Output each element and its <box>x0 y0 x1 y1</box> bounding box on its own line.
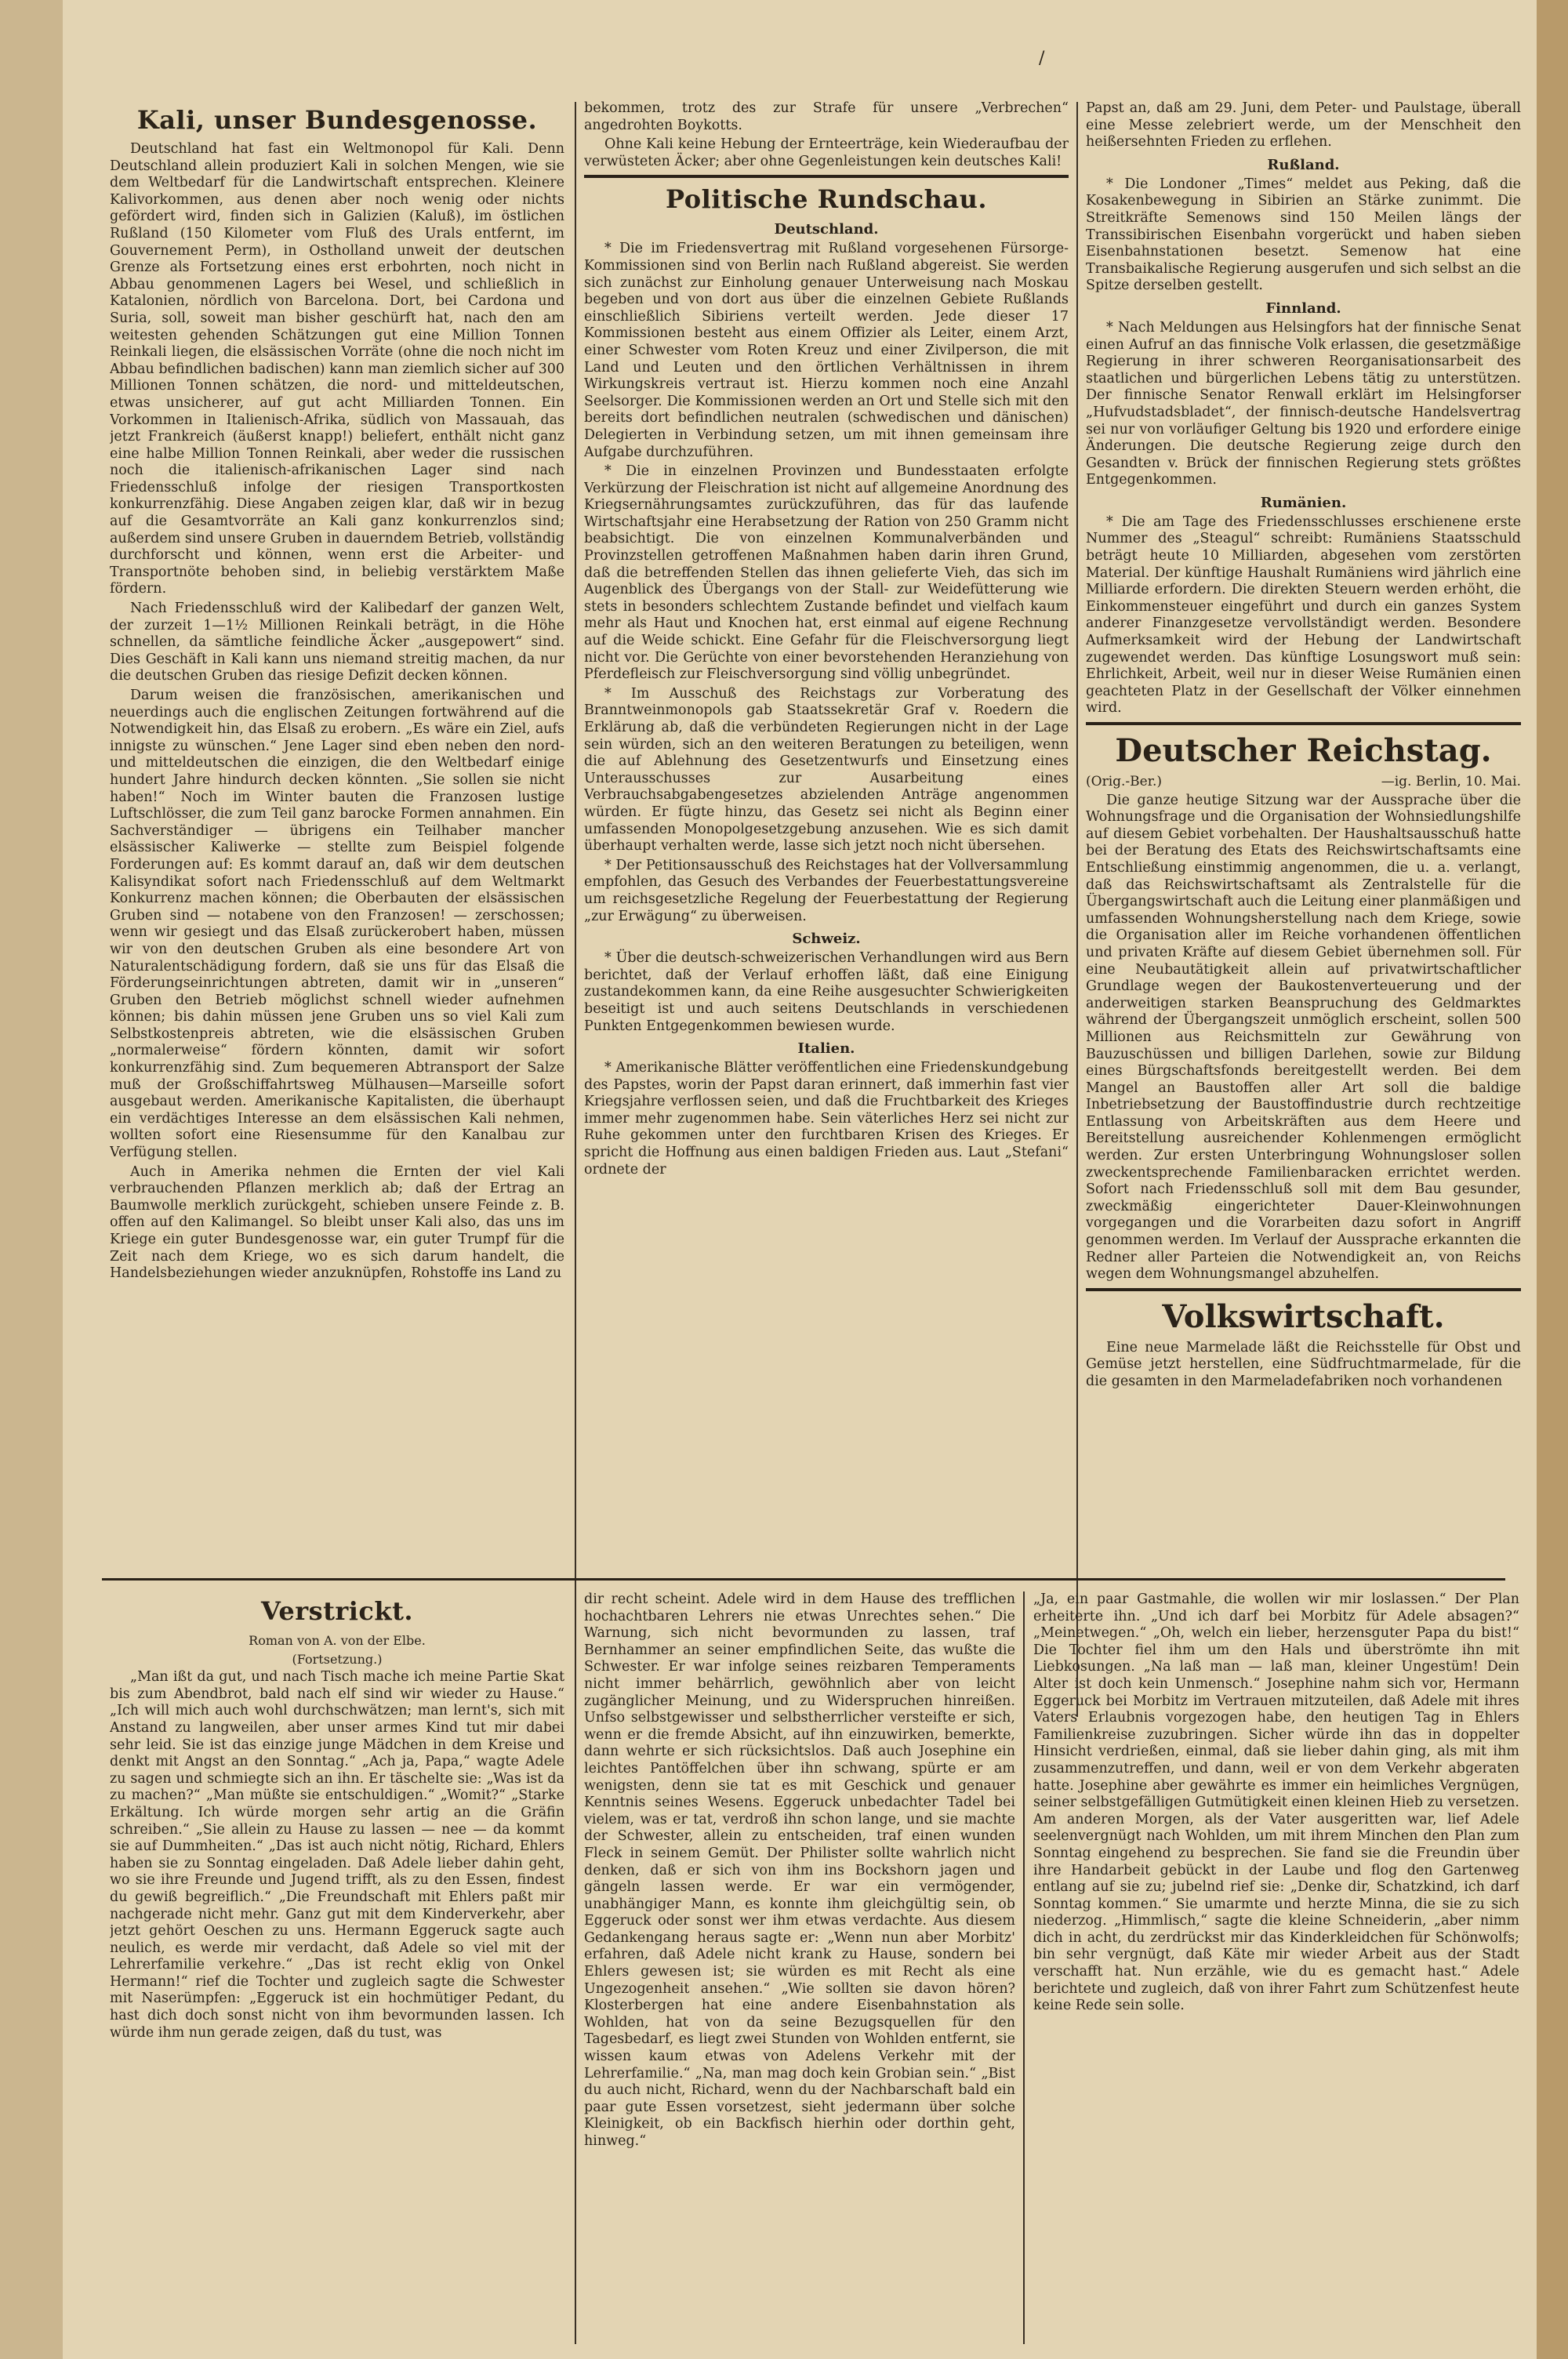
column-divider <box>575 102 576 1717</box>
paragraph: * Nach Meldungen aus Helsingfors hat der finnische Senat einen Aufruf an das finnische Volk erlassen, die gesetzmäßige Regierung in ihrer schweren Reorganisationsarbeit des staatlichen und bürgerlichen Lebens tätig zu unterstützen. Der finnische Senator Renwall erklärt im Helsingforser „Hufvudstadsbladet“, der finnisch-deutsche Handelsvertrag sei nur von vorläufiger Geltung bis 1920 und erfordere einige Änderungen. Die deutsche Regierung zeige durch den Gesandten v. Brück der finnischen Regierung stets größtes Entgegenkommen. <box>1086 319 1521 488</box>
subheading-deutschland: Deutschland. <box>774 221 879 238</box>
paragraph: Die ganze heutige Sitzung war der Aussprache über die Wohnungsfrage und die Organisation der Wohnsiedlungshilfe auf diesem Gebiet vorbehalten. Der Haushaltsausschuß hatte bei der Beratung des Etats des Reichswirtschaftsamts eine Entschließung einstimmig angenommen, die u. a. verlangt, daß das Reichswirtschaftsamt als Zentralstelle für die Übergangswirtschaft auch die Leitung einer planmäßigen und umfassenden Wohnungsherstellung nach dem Kriege, sowie die Organisation aller im Reiche vorhandenen öffentlichen und privaten Kräfte auf diesem Gebiet übernehmen soll. Für eine Neubautätigkeit allein auf privatwirtschaftlicher Grundlage wegen der Baukostenverteuerung und der anderweitigen starken Beanspruchung des Geldmarktes während der Übergangszeit unmöglich erscheint, sollen 500 Millionen aus Reichsmitteln zur Gewährung von Bauzuschüssen und billigen Darlehen, sowie zur Bildung eines Bürgschaftsfonds bereitgestellt werden. Bei dem Mangel an Baustoffen aller Art soll die baldige Inbetriebsetzung der Baustoffindustrie durch rechtzeitige Entlassung von Arbeitskräften aus dem Heere und Bereitstellung ausreichender Kohlenmengen ermöglicht werden. Zur ersten Unterbringung Wohnungsloser sollen zweckentsprechende Familienbaracken errichtet werden. Sofort nach Friedensschluß soll mit dem Bau gesunder, zweckmäßig eingerichteter Dauer-Kleinwohnungen vorgegangen und die Vorarbeiten dazu sofort in Angriff genommen werden. Im Verlauf der Aussprache erkannten die Redner aller Parteien die Notwendigkeit an, von Reichs wegen dem Wohnungsmangel abzuhelfen. <box>1086 792 1521 1283</box>
paragraph: Nach Friedensschluß wird der Kalibedarf der ganzen Welt, der zurzeit 1—1½ Millionen Reinkali beträgt, in die Höhe schnellen, da sämtliche feindliche Äcker „ausgepowert“ sind. Dies Geschäft in Kali kann uns niemand streitig machen, da nur die deutschen Gruben das riesige Defizit decken können. <box>110 601 564 684</box>
feuilleton-rule <box>102 1578 1505 1581</box>
dateline-place-date: —ig. Berlin, 10. Mai. <box>1381 774 1521 789</box>
binding-spine <box>0 0 63 2359</box>
subheading-russland: Rußland. <box>1267 156 1340 173</box>
paragraph: Auch in Amerika nehmen die Ernten der viel Kali verbrauchenden Pflanzen merklich ab; daß der Ertrag an Baumwolle merklich zurückgeht, schieben unsere Feinde z. B. offen auf den Kalimangel. So bleibt unser Kali also, das uns im Kriege ein guter Bundesgenosse war, ein guter Trumpf für die Zeit nach dem Kriege, wo es sich darum handelt, die Handelsbeziehungen wieder anzuknüpfen, Rohstoffe ins Land zu <box>110 1163 564 1282</box>
page-edge <box>1537 0 1568 2359</box>
paragraph: Ohne Kali keine Hebung der Ernteerträge, kein Wiederaufbau der verwüsteten Äcker; aber ohne Gegenleistungen kein deutsches Kali! <box>584 136 1069 169</box>
paragraph: * Die Londoner „Times“ meldet aus Peking, daß die Kosakenbewegung in Sibirien an Stärke zunimmt. Die Streitkräfte Semenows sind 150 Meilen längs der Transsibirischen Eisenbahn vorgerückt und haben sieben Eisenbahnstationen besetzt. Semenow hat eine Transbaikalische Regierung ausgerufen und sich selbst an die Spitze derselben gestellt. <box>1086 176 1521 294</box>
continuation-note: (Fortsetzung.) <box>292 1651 383 1667</box>
paragraph: * Der Petitionsausschuß des Reichstages hat der Vollversammlung empfohlen, das Gesuch des Verbandes der Feuerbestattungsvereine um reichsgesetzliche Regelung der Feuerbestattung der Regierung „zur Erwägung“ zu überweisen. <box>584 857 1069 924</box>
pencil-mark: / <box>1039 49 1045 68</box>
paragraph: „Man ißt da gut, und nach Tisch mache ich meine Partie Skat bis zum Abendbrot, bald nach elf sind wir wieder zu Hause.“ „Ich will mich auch wohl durchschwätzen; man lernt's, sich mit Anstand zu langweilen, aber unser armes Kind tut mir dabei sehr leid. Sie ist das einzige junge Mädchen in dem Kreise und denkt mit Angst an den Sonntag.“ „Ach ja, Papa,“ wagte Adele zu sagen und schmiegte sich an ihn. Er täschelte sie: „Was ist da zu machen?“ „Man müßte sie entschuldigen.“ „Womit?“ „Starke Erkältung. Ich würde morgen sehr artig an die Gräfin schreiben.“ „Sie allein zu Hause zu lassen — nee — da kommt sie auf Dummheiten.“ „Das ist auch nicht nötig, Richard, Ehlers haben sie zu Sonntag eingeladen. Daß Adele lieber dahin geht, wo sie ihre Freunde und Jugend trifft, als zu den Essen, findest du gewiß begreiflich.“ „Die Freundschaft mit Ehlers paßt mir nachgerade nicht mehr. Ganz gut mit dem Kinderverkehr, aber jetzt gehört Oeschen zu uns. Hermann Eggeruck sagte auch neulich, es werde mir verdacht, daß Adele so viel mit der Lehrerfamilie verkehre.“ „Das ist recht eklig von Onkel Hermann!“ rief die Tochter und zugleich sagte die Schwester mit Naserümpfen: „Eggeruck ist ein hochmütiger Pedant, du hast dich doch sonst nicht von ihm bevormunden lassen. Ich würde ihm nun gerade zeigen, daß du tust, was <box>110 1669 564 2041</box>
column-2 <box>584 100 1069 1574</box>
subheading-rumaenien: Rumänien. <box>1260 494 1347 511</box>
paragraph: * Amerikanische Blätter veröffentlichen eine Friedenskundgebung des Papstes, worin der Papst daran erinnert, daß immerhin fast vier Kriegsjahre verflossen seien, und daß die Fruchtbarkeit des Krieges immer mehr zugenommen habe. Sein väterliches Herz sei nicht zur Ruhe gekommen unter den furchtbaren Krisen des Krieges. Er spricht die Hoffnung aus einen baldigen Frieden aus. Laut „Stefani“ ordnete der <box>584 1060 1069 1178</box>
section-rule <box>1086 722 1521 725</box>
subheading-schweiz: Schweiz. <box>792 931 861 948</box>
column-divider <box>1023 1591 1025 2344</box>
paragraph: * Die im Friedensvertrag mit Rußland vorgesehenen Fürsorge-Kommissionen sind von Berlin nach Rußland abgereist. Sie werden sich zunächst zur Einholung genauer Unterweisung nach Moskau begeben und von dort aus über die einzelnen Gebiete Rußlands einschließlich Sibiriens verteilt werden. Jede dieser 17 Kommissionen besteht aus einem Offizier als Leiter, einem Arzt, einer Schwester vom Roten Kreuz und einer Zivilperson, die mit Land und Leuten und den örtlichen Verhältnissen in ihrem Wirkungskreis vertraut ist. Hierzu kommen noch eine Anzahl Seelsorger. Die Kommissionen werden an Ort und Stelle sich mit den bereits dort befindlichen neutralen (schwedischen und dänischen) Delegierten in Verbindung setzen, um mit ihnen gemeinsam ihre Aufgabe durchzuführen. <box>584 241 1069 460</box>
subheading-finnland: Finnland. <box>1265 299 1341 317</box>
paragraph: bekommen, trotz des zur Strafe für unsere „Verbrechen“ angedrohten Boykotts. <box>584 100 1069 133</box>
paragraph: dir recht scheint. Adele wird in dem Hause des trefflichen hochachtbaren Lehrers nie etwas Unrechtes sehen.“ Die Warnung, sich nicht bevormunden zu lassen, traf Bernhammer an seiner empfindlichen Seite, das wußte die Schwester. Er war infolge seines reizbaren Temperaments nicht immer behärrlich, gewöhnlich aber von leicht zugänglicher Meinung, und zu Widerspruchen hinreißen. Unfso selbstgewisser und selbstherrlicher versteifte er sich, wenn er die fremde Absicht, auf ihn einzuwirken, bemerkte, dann wehrte er sich rücksichtslos. Daß auch Josephine ein leichtes Pantöffelchen über ihn schwang, spürte er am wenigsten, denn sie tat es mit Geschick und genauer Kenntnis seines Wesens. Eggeruck unbedachter Tadel bei vielem, was er tat, verdroß ihn schon lange, und sie machte der Schwester, allein zu entscheiden, traf einen wunden Fleck in seinem Gemüt. Der Philister sollte wahrlich nicht denken, daß er sich von ihm ins Bockshorn jagen und gängeln lassen werde. Er war ein vermögender, unabhängiger Mann, es konnte ihm gleichgültig sein, ob Eggeruck oder sonst wer ihm etwas verdachte. Aus diesem Gedankengang heraus sagte er: „Wenn nun aber Morbitz' erfahren, daß Adele nicht krank zu Hause, sondern bei Ehlers gewesen ist; sie würden es mit Recht als eine Ungezogenheit ansehen.“ „Wie sollten sie davon hören? Klosterbergen hat eine andere Eisenbahnstation als Wohlden, hat von da seine Bezugsquellen für den Tagesbedarf, es liegt zwei Stunden von Wohlden entfernt, sie wissen kaum etwas von Adelens Verkehr mit der Lehrerfamilie.“ „Na, man mag doch kein Grobian sein.“ „Bist du auch nicht, Richard, wenn du der Nachbarschaft bald ein paar gute Essen vorsetzest, sieht jedermann über solche Kleinigkeit, ob ein Backfisch hierhin oder dorthin geht, hinweg.“ <box>584 1591 1015 2149</box>
column-divider <box>1076 102 1078 1717</box>
paragraph: * Über die deutsch-schweizerischen Verhandlungen wird aus Bern berichtet, daß der Verlauf erhoffen läßt, daß eine Einigung zustandekommen kann, da eine Reihe ausgesuchter Schwierigkeiten beseitigt ist und auch seitens Deutschlands in verschiedenen Punkten Entgegenkommen bewiesen wurde. <box>584 950 1069 1034</box>
column-divider <box>575 1591 576 2344</box>
novel-byline: Roman von A. von der Elbe. <box>249 1633 426 1648</box>
section-rule <box>1086 1288 1521 1291</box>
column-3 <box>1086 100 1521 1574</box>
article-title-kali: Kali, unser Bundesgenosse. <box>136 105 538 135</box>
feuilleton-column-1 <box>110 1591 564 2344</box>
section-title-reichstag: Deutscher Reichstag. <box>1115 732 1492 769</box>
feuilleton-column-2 <box>584 1591 1015 2344</box>
dateline <box>1086 774 1521 791</box>
paragraph: Darum weisen die französischen, amerikanischen und neuerdings auch die englischen Zeitungen fortwährend auf die Notwendigkeit hin, das Elsaß zu erobern. „Es wäre ein Ziel, aufs innigste zu wünschen.“ Jene Lager sind eben neben den nord- und mitteldeutschen die einzigen, die den Weltbedarf einige hundert Jahre hindurch decken könnten. „Sie sollen sie nicht haben!“ Noch im Winter bauten die Franzosen lustige Luftschlösser, die zum Teil ganz barocke Formen annahmen. Ein Sachverständiger — übrigens ein Teilhaber mancher elsässischer Kaliwerke — stellte zum Beispiel folgende Forderungen auf: Es kommt darauf an, daß wir dem deutschen Kalisyndikat sofort nach Friedensschluß auf dem Weltmarkt Konkurrenz machen können; die Oberbauten der elsässischen Gruben sind — notabene von den Franzosen! — zerschossen; wenn wir gesiegt und das Elsaß zurückerobert haben, müssen wir von den deutschen Gruben als eine besondere Art von Naturalentschädigung fordern, daß sie uns für das Elsaß die Förderungseinrichtungen abtreten, damit wir in „unseren“ Gruben den Betrieb möglichst schnell wieder aufnehmen können; bis dahin müssen jene Gruben uns so viel Kali zum Selbstkostenpreis abtreten, wie die elsässischen Gruben „normalerweise“ fördern könnten, damit wir sofort konkurrenzfähig sind. Zum bequemeren Abtransport der Salze muß der Großschiffahrtsweg Mülhausen—Marseille sofort ausgebaut werden. Amerikanische Kapitalisten, die überhaupt ein verdächtiges Interesse an dem elsässischen Kali nehmen, wollten sofort eine Riesensumme für den Kanalbau zur Verfügung stellen. <box>110 688 564 1161</box>
column-1 <box>110 100 564 1574</box>
section-title-politische-rundschau: Politische Rundschau. <box>666 184 987 215</box>
paragraph: „Ja, ein paar Gastmahle, die wollen wir mir loslassen.“ Der Plan erheiterte ihn. „Und ich darf bei Morbitz für Adele absagen?“ „Meinetwegen.“ „Oh, welch ein lieber, herzensguter Papa du bist!“ Die Tochter fiel ihm um den Hals und überströmte ihn mit Liebkosungen. „Na laß man — laß man, kleiner Ungestüm! Dein Alter ist doch kein Unmensch.“ Josephine nahm sich vor, Hermann Eggeruck bei Morbitz im Vertrauen mitzuteilen, daß Adele mit ihres Vaters Erlaubnis vorgezogen habe, den heutigen Tag in Ehlers Familienkreise zuzubringen. Sicher würde ihn das in doppelter Hinsicht verdrießen, einmal, daß sie lieber dahin ging, als mit ihm zusammenzutreffen, und dann, weil er von dem Verkehr abgeraten hatte. Josephine aber gewährte es immer ein heimliches Vergnügen, seiner selbstgefälligen Gutmütigkeit einen kleinen Hieb zu versetzen. Am anderen Morgen, als der Vater ausgeritten war, lief Adele seelenvergnügt nach Wohlden, um mit ihrem Minchen den Plan zum Sonntag eingehend zu besprechen. Sie fand sie die Freundin über ihre Handarbeit gebückt in der Laube und flog den Gartenweg entlang auf sie zu; jubelnd rief sie: „Denke dir, Schatzkind, ich darf Sonntag kommen.“ Sie umarmte und herzte Minna, die sie zu sich niederzog. „Himmlisch,“ sagte die kleine Schneiderin, „aber nimm dich in acht, du zerdrückst mir das Kinderkleidchen für Schönwolfs; bin sehr vergnügt, daß Käte mir wieder Arbeit aus der Stadt verschafft hat. Nun erzähle, wie du es gemacht hast.“ Adele berichtete und zugleich, daß von ihrer Fahrt zum Schützenfest heute keine Rede sein solle. <box>1033 1591 1519 2014</box>
paragraph: * Im Ausschuß des Reichstags zur Vorberatung des Branntweinmonopols gab Staatssekretär Graf v. Roedern die Erklärung ab, daß die verbündeten Regierungen nicht in der Lage sein würden, sich an den weiteren Beratungen zu beteiligen, wenn die auf Ablehnung des Gesetzentwurfs und Einsetzung eines Unterausschusses zur Ausarbeitung eines Verbrauchsabgabengesetzes abzielenden Anträge angenommen würden. Er fügte hinzu, das Gesetz sei nicht als Beginn einer umfassenden Monopolgesetzgebung anzusehen. Wie es sich damit überhaupt verhalten werde, lasse sich jetzt noch nicht übersehen. <box>584 685 1069 855</box>
paragraph: * Die am Tage des Friedensschlusses erschienene erste Nummer des „Steagul“ schreibt: Rumäniens Staatsschuld beträgt heute 10 Milliarden, abgesehen vom zerstörten Material. Der künftige Haushalt Rumäniens wird jährlich eine Milliarde erfordern. Die direkten Steuern werden erhöht, die Einkommensteuer eingeführt und durch ein ganzes System anderer Finanzgesetze vervollständigt werden. Besondere Aufmerksamkeit wird der Hebung der Landwirtschaft zugewendet werden. Das künftige Losungswort muß sein: Ehrlichkeit, Arbeit, weil nur in dieser Weise Rumänien einen geachteten Platz in der Gesellschaft der Völker einnehmen wird. <box>1086 514 1521 717</box>
section-title-volkswirtschaft: Volkswirtschaft. <box>1162 1297 1445 1335</box>
dateline-source: (Orig.-Ber.) <box>1086 774 1163 789</box>
paragraph: * Die in einzelnen Provinzen und Bundesstaaten erfolgte Verkürzung der Fleischration ist nicht auf allgemeine Anordnung des Kriegsernährungsamtes zurückzuführen, das für das laufende Wirtschaftsjahr eine Herabsetzung der Ration von 250 Gramm nicht beabsichtigt. Die von einzelnen Kommunalverbänden und Provinzstellen getroffenen Maßnahmen haben darin ihren Grund, daß die betreffenden Stellen das ihnen gelieferte Vieh, das sich im Augenblick des Übergangs von der Stall- zur Weidefütterung wie stets in besonders schlechtem Zustande befindet und vielfach kaum mehr als Haut und Knochen hat, erst einmal auf eigene Rechnung auf die Weide schickt. Eine Gefahr für die Fleischversorgung liegt nicht vor. Die Gerüchte von einer bevorstehenden Heranziehung von Pferdefleisch zur Fleischversorgung sind völlig unbegründet. <box>584 463 1069 683</box>
paragraph: Eine neue Marmelade läßt die Reichsstelle für Obst und Gemüse jetzt herstellen, eine Südfruchtmarmelade, für die die gesamten in den Marmeladefabriken noch vorhandenen <box>1086 1339 1521 1389</box>
paragraph: Deutschland hat fast ein Weltmonopol für Kali. Denn Deutschland allein produziert Kali in solchen Mengen, wie sie dem Weltbedarf für die Landwirtschaft entsprechen. Kleinere Kalivorkommen, aus denen aber noch wenig oder nichts gefördert wird, finden sich in Galizien (Kaluß), im östlichen Rußland (150 Kilometer vom Fluß des Urals entfernt, im Gouvernement Perm), in Ostholland unweit der deutschen Grenze als Fortsetzung eines erst erbohrten, noch nicht in Abbau genommenen Lagers bei Wesel, und schließlich in Katalonien, nördlich von Barcelona. Dort, bei Cardona und Suria, soll, soweit man bisher geschürft hat, nach den am weitesten gehenden Schätzungen gut eine Million Tonnen Reinkali liegen, die elsässischen Vorräte (ohne die noch nicht im Abbau befindlichen badischen) kann man ziemlich sicher auf 300 Millionen Tonnen schätzen, die nord- und mitteldeutschen, etwas unsicherer, auf gut acht Milliarden Tonnen. Ein Vorkommen in Italienisch-Afrika, südlich von Massauah, das jetzt Frankreich (äußerst knapp!) beliefert, enthält nicht ganz eine halbe Million Tonnen Reinkali, aber weder die russischen noch die italienisch-afrikanischen Lager sind nach Friedensschluß infolge der riesigen Transportkosten konkurrenzfähig. Diese Angaben zeigen klar, daß wir in bezug auf die Gesamtvorräte an Kali ganz konkurrenzlos sind; außerdem sind unsere Gruben in dauerndem Betrieb, vollständig durchforscht und können, wenn erst die Arbeiter- und Transportnöte behoben sind, in beliebig verstärktem Maße fördern. <box>110 141 564 597</box>
novel-title-verstrickt: Verstrickt. <box>261 1596 413 1626</box>
subheading-italien: Italien. <box>797 1040 855 1058</box>
feuilleton-column-3 <box>1033 1591 1519 2344</box>
section-rule <box>584 175 1069 178</box>
paragraph: Papst an, daß am 29. Juni, dem Peter- und Paulstage, überall eine Messe zelebriert werde, um der Menschheit den heißersehnten Frieden zu erflehen. <box>1086 100 1521 151</box>
